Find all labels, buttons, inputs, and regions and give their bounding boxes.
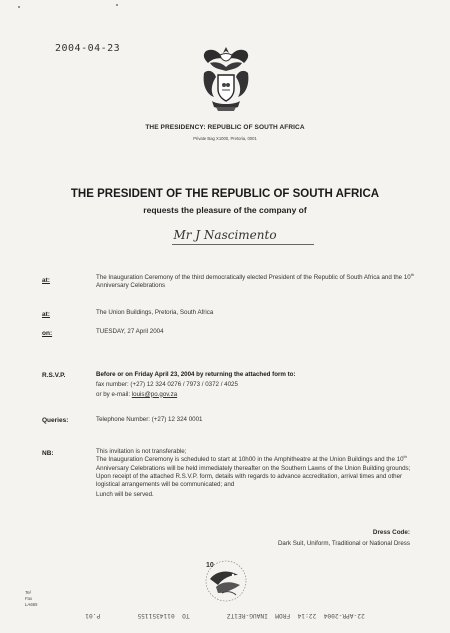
- received-date-stamp: 2004-04-23: [55, 43, 121, 54]
- dress-code-value: Dark Suit, Uniform, Traditional or National Dress: [277, 540, 410, 547]
- queries-label: Queries:: [42, 417, 69, 424]
- nb-line-schedule: The Inauguration Ceremony is scheduled to start at 10h00 in the Amphitheatre at the Union Buildings and the 10th Anniversary Celebrations will be held immediately thereafter on the Southern Lawns of the Union Building grounds;: [96, 454, 411, 472]
- coat-of-arms-icon: [198, 43, 254, 113]
- svg-text:10: 10: [206, 562, 214, 569]
- ten-years-freedom-logo-icon: [202, 557, 248, 603]
- presidency-heading: THE PRESIDENCY: REPUBLIC OF SOUTH AFRICA: [145, 124, 305, 131]
- invitation-subtitle: requests the pleasure of the company of: [143, 205, 307, 215]
- queries-phone: Telephone Number: (+27) 12 324 0001: [96, 416, 203, 423]
- rsvp-email-link[interactable]: louis@po.gov.za: [131, 390, 178, 398]
- rsvp-fax: fax number: (+27) 12 324 0276 / 7973 / 0372 / 4025: [96, 381, 238, 389]
- scan-speck: [116, 4, 118, 6]
- fax-transmission-header: 22-APR-2004 22:14 FROM INAUG-RE1TZ TO 0114351155 P.01: [85, 612, 365, 619]
- presidency-address: Private Bag X1000, Pretoria, 0001: [193, 136, 257, 141]
- guest-name-rule: [172, 244, 314, 245]
- event-date: TUESDAY, 27 April 2004: [96, 328, 164, 335]
- event-description: The Inauguration Ceremony of the third democratically elected President of the Republic of South Africa and the 10th Anniversary Celebrations: [96, 271, 415, 290]
- fax-corner-notes: Tel Fax LA665: [25, 590, 38, 607]
- scan-speck: [18, 6, 20, 8]
- event-venue: The Union Buildings, Pretoria, South Africa: [96, 309, 214, 316]
- rsvp-email-line: or by e-mail: louis@po.gov.za: [96, 390, 178, 398]
- nb-line-transfer: This invitation is not transferable;: [96, 448, 187, 455]
- on-label: on:: [42, 330, 53, 337]
- dress-code-heading: Dress Code:: [372, 529, 410, 536]
- at-label-venue: at:: [42, 311, 50, 318]
- nb-label: NB:: [42, 450, 54, 457]
- rsvp-label: R.S.V.P.: [42, 372, 66, 379]
- nb-line-lunch: Lunch will be served.: [96, 491, 154, 499]
- nb-line-rsvp: Upon receipt of the attached R.S.V.P. form, details with regards to advance accreditation, arrival times and other logistical arrangements will be communicated; and: [96, 472, 403, 489]
- at-label-event: at:: [42, 277, 50, 284]
- invitation-title: THE PRESIDENT OF THE REPUBLIC OF SOUTH AFRICA: [70, 188, 380, 200]
- nb-notes: [96, 448, 422, 500]
- rsvp-deadline: Before or on Friday April 23, 2004 by returning the attached form to:: [96, 371, 296, 378]
- rsvp-block: [96, 371, 422, 399]
- guest-name: Mr J Nascimento: [173, 228, 277, 242]
